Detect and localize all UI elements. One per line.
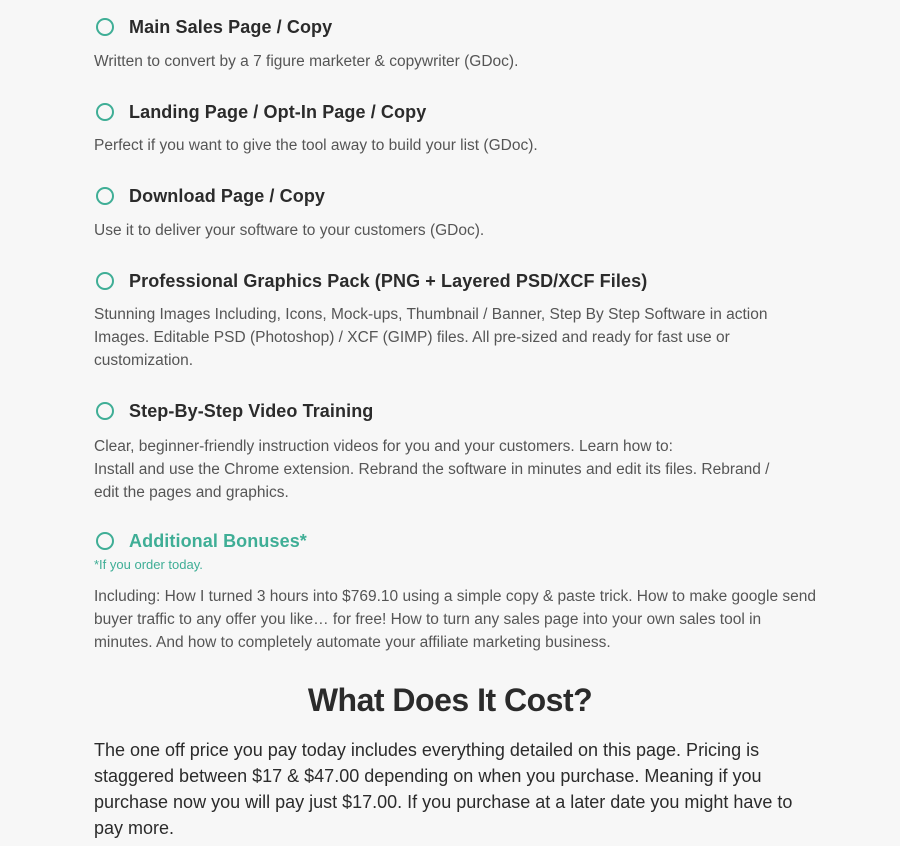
feature-description: Use it to deliver your software to your customers (GDoc).: [94, 222, 485, 239]
circle-bullet-icon: [96, 18, 114, 36]
feature-description: Perfect if you want to give the tool away to build your list (GDoc).: [94, 137, 538, 154]
bonus-note: *If you order today.: [94, 557, 203, 572]
feature-header: [94, 266, 824, 296]
feature-header: [94, 396, 824, 426]
feature-header: [94, 526, 824, 556]
circle-bullet-icon: [96, 402, 114, 420]
feature-item-additional-bonuses: [94, 526, 824, 654]
circle-bullet-icon: [96, 103, 114, 121]
feature-item-landing-page: [94, 97, 824, 157]
circle-bullet-icon: [96, 187, 114, 205]
feature-title: Professional Graphics Pack (PNG + Layered PSD/XCF Files): [129, 270, 648, 291]
circle-bullet-icon: [96, 272, 114, 290]
feature-header: [94, 97, 824, 127]
feature-description: Including: How I turned 3 hours into $769.10 using a simple copy & paste trick. How to make google send buyer traffic to any offer you like… for free! How to turn any sales page into your own sales tool in minutes. And how to completely automate your affiliate marketing business.: [94, 588, 817, 651]
feature-title: Additional Bonuses*: [129, 530, 307, 551]
feature-description-line: Clear, beginner-friendly instruction videos for you and your customers. Learn how to:: [94, 438, 673, 455]
feature-description-line: Install and use the Chrome extension. Rebrand the software in minutes and edit its files. Rebrand / edit the pages and graphics.: [94, 461, 770, 501]
feature-description: Stunning Images Including, Icons, Mock-ups, Thumbnail / Banner, Step By Step Software in action Images. Editable PSD (Photoshop) / XCF (GIMP) files. All pre-sized and ready for fast use or customization.: [94, 306, 768, 369]
feature-item-main-sales-page: [94, 12, 824, 73]
feature-title: Landing Page / Opt-In Page / Copy: [129, 101, 427, 122]
feature-description: Written to convert by a 7 figure marketer & copywriter (GDoc).: [94, 53, 519, 70]
feature-title: Download Page / Copy: [129, 185, 326, 206]
feature-header: [94, 12, 824, 42]
cost-description: The one off price you pay today includes everything detailed on this page. Pricing is staggered between $17 & $47.00 depending on when you purchase. Meaning if you purchase now you will pay just $17.00. If you purchase at a later date you might have to pay more.: [94, 740, 793, 838]
feature-title: Main Sales Page / Copy: [129, 16, 333, 37]
circle-bullet-icon: [96, 532, 114, 550]
feature-item-download-page: [94, 181, 824, 242]
feature-header: [94, 181, 824, 211]
feature-title: Step-By-Step Video Training: [129, 400, 374, 421]
feature-item-video-training: [94, 396, 824, 504]
feature-item-graphics-pack: [94, 266, 824, 372]
cost-heading: What Does It Cost?: [307, 682, 593, 718]
